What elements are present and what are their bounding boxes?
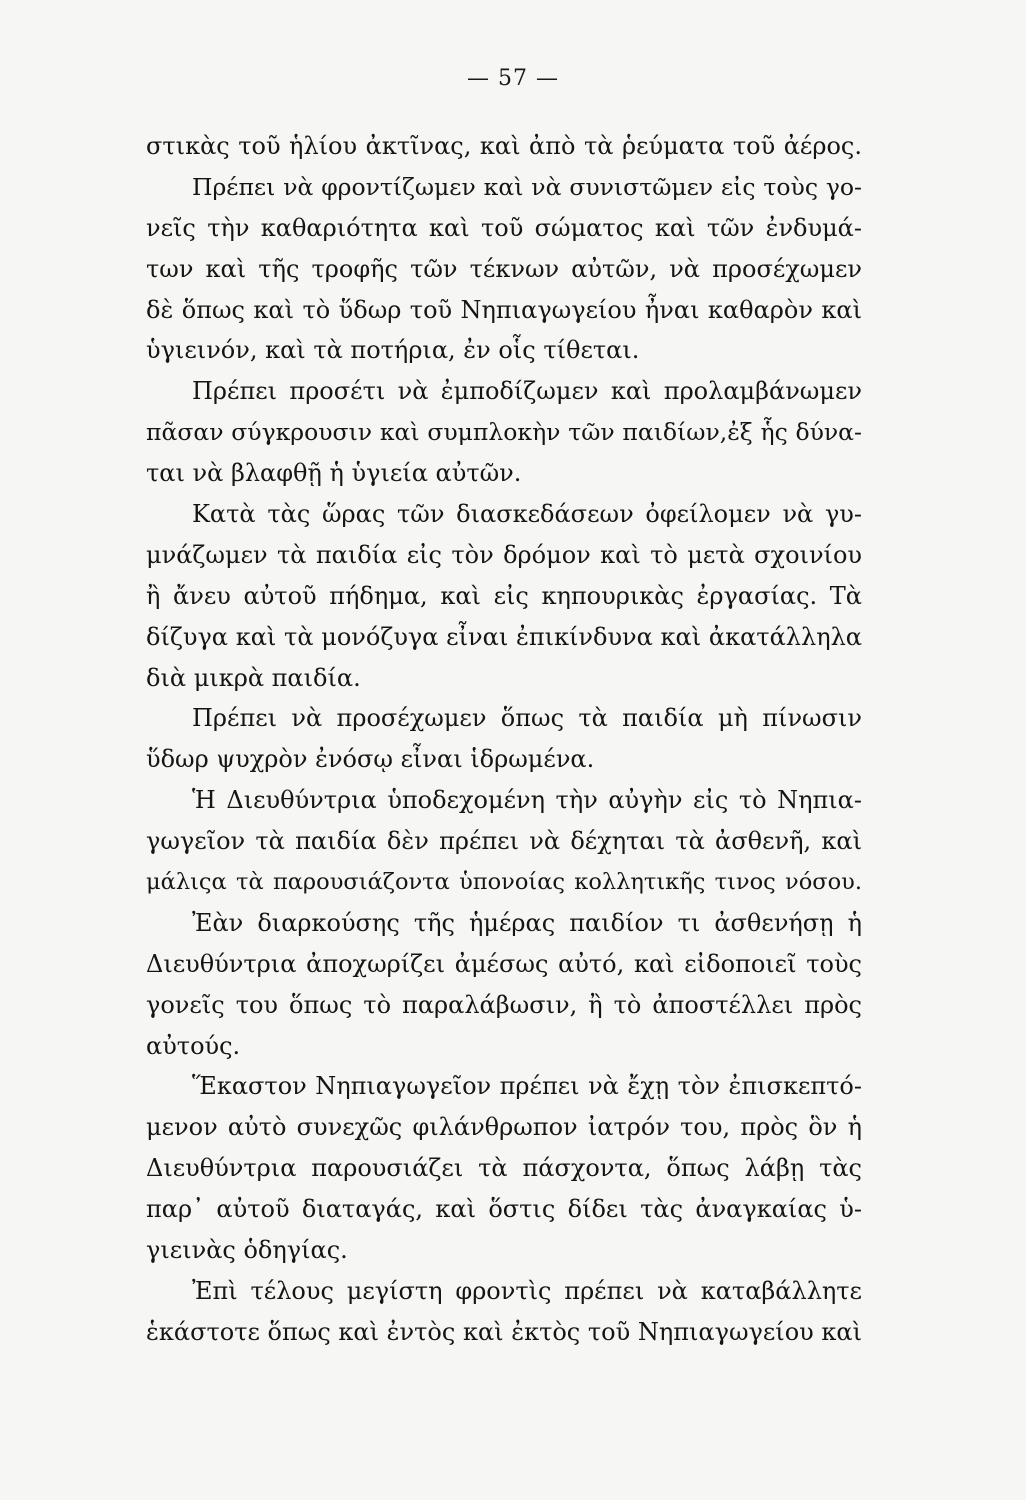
text-line: Ἡ Διευθύντρια ὑποδεχομένη τὴν αὐγὴν εἰς τὸ Νηπια- — [192, 786, 862, 815]
text-line: μνάζωμεν τὰ παιδία εἰς τὸν δρόμον καὶ τὸ μετὰ σχοινίου — [146, 540, 862, 569]
text-line: γιεινὰς ὁδηγίας. — [146, 1236, 348, 1265]
text-line: των καὶ τῆς τροφῆς τῶν τέκνων αὐτῶν, νὰ προσέχωμεν — [146, 254, 862, 283]
text-line: μενον αὐτὸ συνεχῶς φιλάνθρωπον ἰατρόν του, πρὸς ὃν ἡ — [146, 1113, 862, 1142]
page-number: — 57 — — [467, 66, 559, 91]
text-line: Ἕκαστον Νηπιαγωγεῖον πρέπει νὰ ἔχῃ τὸν ἐπισκεπτό- — [192, 1072, 862, 1101]
text-line: Πρέπει νὰ φροντίζωμεν καὶ νὰ συνιστῶμεν εἰς τοὺς γο- — [192, 172, 862, 201]
text-line: ὑγιεινόν, καὶ τὰ ποτήρια, ἐν οἷς τίθεται. — [146, 336, 640, 365]
text-line: αὐτούς. — [146, 1031, 241, 1060]
text-line: νεῖς τὴν καθαριότητα καὶ τοῦ σώματος καὶ τῶν ἐνδυμά- — [146, 213, 862, 242]
text-line: στικὰς τοῦ ἡλίου ἀκτῖνας, καὶ ἀπὸ τὰ ῥεύματα τοῦ ἀέρος. — [146, 132, 862, 160]
text-line: Κατὰ τὰς ὥρας τῶν διασκεδάσεων ὀφείλομεν νὰ γυ- — [192, 500, 862, 529]
text-line: ἢ ἄνευ αὐτοῦ πήδημα, καὶ εἰς κηπουρικὰς ἐργασίας. Τὰ — [146, 581, 862, 610]
text-line: ἑκάστοτε ὅπως καὶ ἐντὸς καὶ ἐκτὸς τοῦ Νηπιαγωγείου καὶ — [146, 1317, 862, 1346]
text-line: γονεῖς του ὅπως τὸ παραλάβωσιν, ἢ τὸ ἀποστέλλει πρὸς — [146, 990, 862, 1019]
text-line: ται νὰ βλαφθῇ ἡ ὑγιεία αὐτῶν. — [146, 459, 522, 488]
text-line: Διευθύντρια ἀποχωρίζει ἀμέσως αὐτό, καὶ εἰδοποιεῖ τοὺς — [146, 949, 862, 978]
text-line: δὲ ὅπως καὶ τὸ ὕδωρ τοῦ Νηπιαγωγείου ἦναι καθαρὸν καὶ — [146, 295, 862, 324]
text-line: Ἐπὶ τέλους μεγίστη φροντὶς πρέπει νὰ καταβάλλητε — [192, 1276, 862, 1305]
text-line: διὰ μικρὰ παιδία. — [146, 663, 361, 692]
text-line: Πρέπει νὰ προσέχωμεν ὅπως τὰ παιδία μὴ πίνωσιν — [192, 704, 862, 733]
text-line: δίζυγα καὶ τὰ μονόζυγα εἶναι ἐπικίνδυνα καὶ ἀκατάλληλα — [146, 622, 862, 651]
text-line: μάλιςα τὰ παρουσιάζοντα ὑπονοίας κολλητικῆς τινος νόσου. — [146, 869, 862, 896]
text-line: Πρέπει προσέτι νὰ ἐμποδίζωμεν καὶ προλαμβάνωμεν — [192, 377, 862, 406]
text-line: παρ᾽ αὐτοῦ διαταγάς, καὶ ὅστις δίδει τὰς ἀναγκαίας ὑ- — [146, 1195, 862, 1224]
text-line: πᾶσαν σύγκρουσιν καὶ συμπλοκὴν τῶν παιδίων,ἐξ ἧς δύνα- — [146, 418, 862, 447]
text-line: ὕδωρ ψυχρὸν ἐνόσῳ εἶναι ἱδρωμένα. — [146, 745, 595, 774]
text-line: γωγεῖον τὰ παιδία δὲν πρέπει νὰ δέχηται τὰ ἀσθενῆ, καὶ — [146, 827, 862, 856]
text-line: Ἐὰν διαρκούσης τῆς ἡμέρας παιδίον τι ἀσθενήσῃ ἡ — [192, 908, 862, 937]
body-text — [146, 126, 862, 1353]
text-line: Διευθύντρια παρουσιάζει τὰ πάσχοντα, ὅπως λάβῃ τὰς — [146, 1154, 862, 1183]
